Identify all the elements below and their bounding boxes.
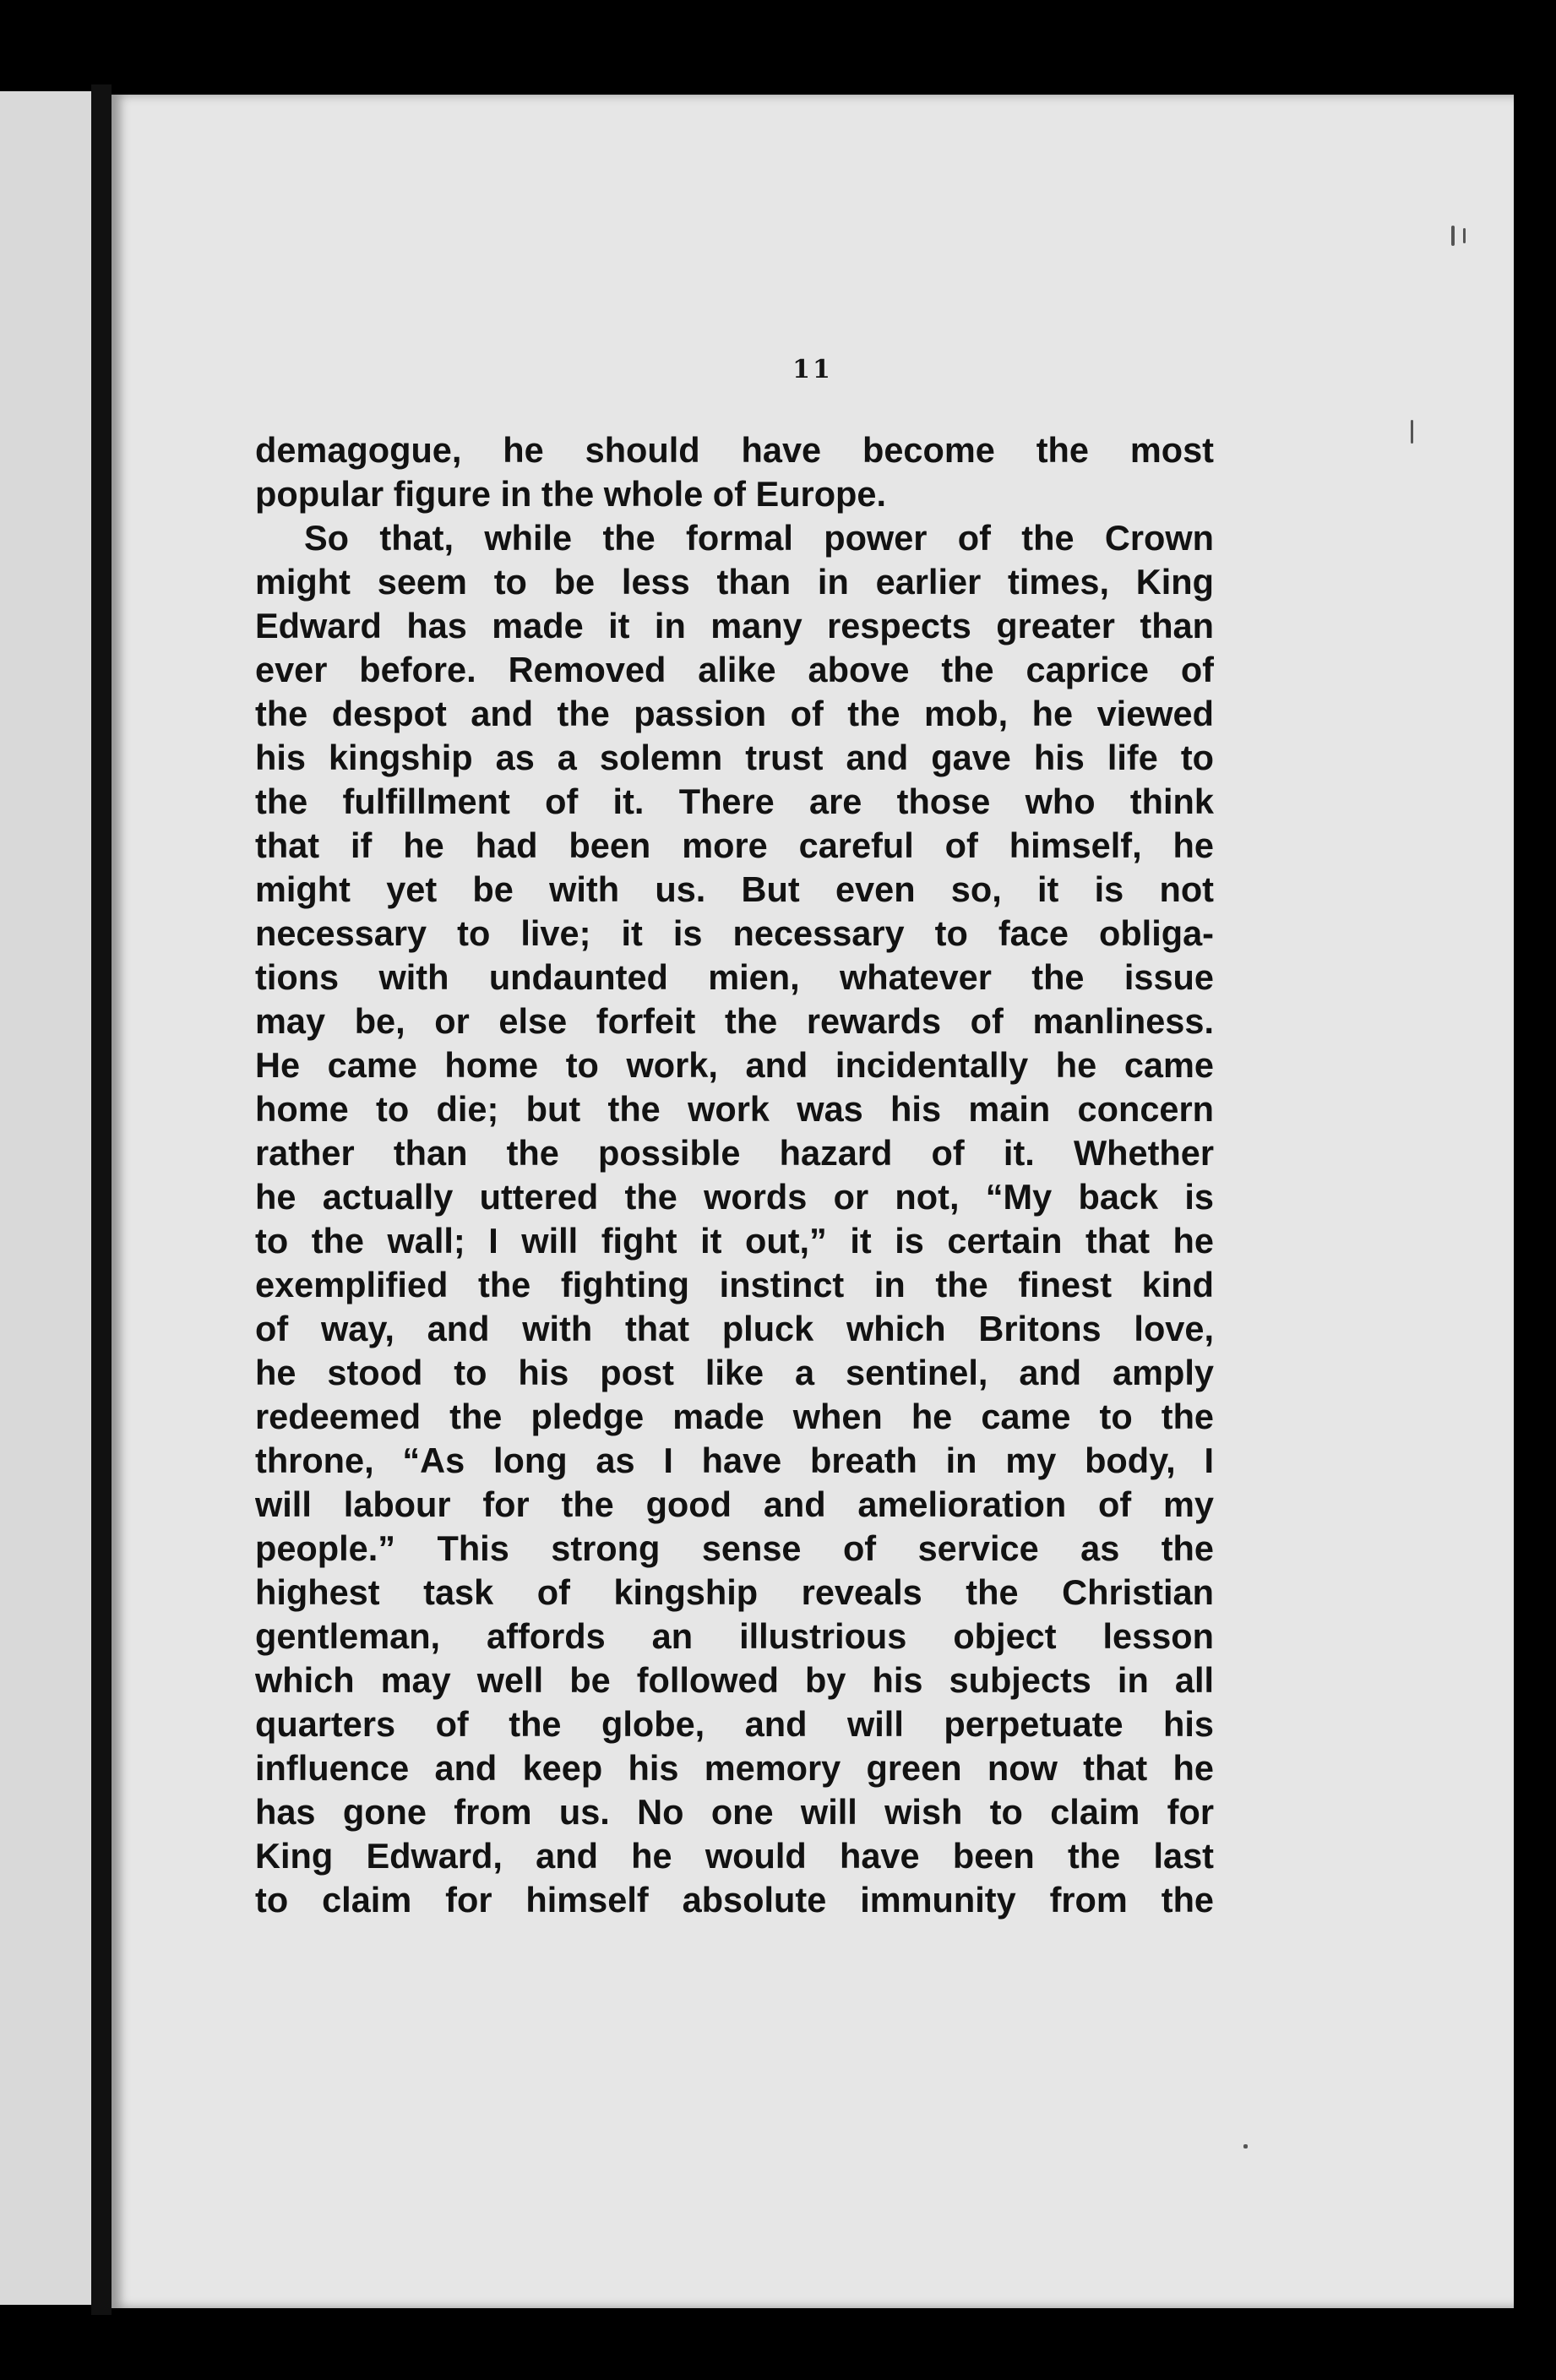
book-spine <box>91 84 112 2315</box>
text-line: to claim for himself absolute immunity from the <box>255 1880 1214 1920</box>
text-line: tions with undaunted mien, whatever the issue <box>255 957 1214 997</box>
text-line: home to die; but the work was his main concern <box>255 1089 1214 1129</box>
text-line: has gone from us. No one will wish to claim for <box>255 1792 1214 1832</box>
text-line: He came home to work, and incidentally he came <box>255 1045 1214 1085</box>
text-line: gentleman, affords an illustrious object lesson <box>255 1616 1214 1656</box>
text-line: to the wall; I will fight it out,” it is certain that he <box>255 1221 1214 1261</box>
text-line: highest task of kingship reveals the Christian <box>255 1572 1214 1612</box>
text-line: people.” This strong sense of service as the <box>255 1528 1214 1568</box>
text-line: So that, while the formal power of the Crown <box>304 518 1214 558</box>
text-line: might seem to be less than in earlier times, King <box>255 562 1214 602</box>
speck-mark <box>1451 226 1455 246</box>
speck-mark <box>1411 420 1413 444</box>
speck-mark <box>1243 2144 1248 2149</box>
text-line: popular figure in the whole of Europe. <box>255 474 886 514</box>
book-page <box>112 95 1514 2308</box>
text-line: Edward has made it in many respects greater than <box>255 606 1214 645</box>
text-line: that if he had been more careful of himself, he <box>255 825 1214 865</box>
text-line: rather than the possible hazard of it. Whether <box>255 1133 1214 1173</box>
body-text <box>255 428 1214 1922</box>
text-line: the fulfillment of it. There are those who think <box>255 782 1214 821</box>
text-line: demagogue, he should have become the most <box>255 430 1214 470</box>
page-number: 11 <box>792 355 833 384</box>
text-line: will labour for the good and amelioration of my <box>255 1484 1214 1524</box>
text-line: quarters of the globe, and will perpetuate his <box>255 1704 1214 1744</box>
text-line: his kingship as a solemn trust and gave his life to <box>255 738 1214 777</box>
text-line: he actually uttered the words or not, “My back is <box>255 1177 1214 1217</box>
text-line: might yet be with us. But even so, it is not <box>255 869 1214 909</box>
speck-mark <box>1463 228 1466 243</box>
text-line: redeemed the pledge made when he came to the <box>255 1397 1214 1436</box>
text-line: the despot and the passion of the mob, he viewed <box>255 694 1214 733</box>
text-line: which may well be followed by his subjects in all <box>255 1660 1214 1700</box>
text-line: exemplified the fighting instinct in the finest kind <box>255 1265 1214 1304</box>
text-line: King Edward, and he would have been the last <box>255 1836 1214 1876</box>
text-line: necessary to live; it is necessary to face obliga- <box>255 913 1214 953</box>
text-line: may be, or else forfeit the rewards of manliness. <box>255 1001 1214 1041</box>
text-line: throne, “As long as I have breath in my body, I <box>255 1441 1214 1480</box>
text-line: influence and keep his memory green now that he <box>255 1748 1214 1788</box>
text-line: ever before. Removed alike above the caprice of <box>255 650 1214 689</box>
text-line: of way, and with that pluck which Britons love, <box>255 1309 1214 1348</box>
facing-page-edge <box>0 91 91 2305</box>
text-line: he stood to his post like a sentinel, and amply <box>255 1353 1214 1392</box>
